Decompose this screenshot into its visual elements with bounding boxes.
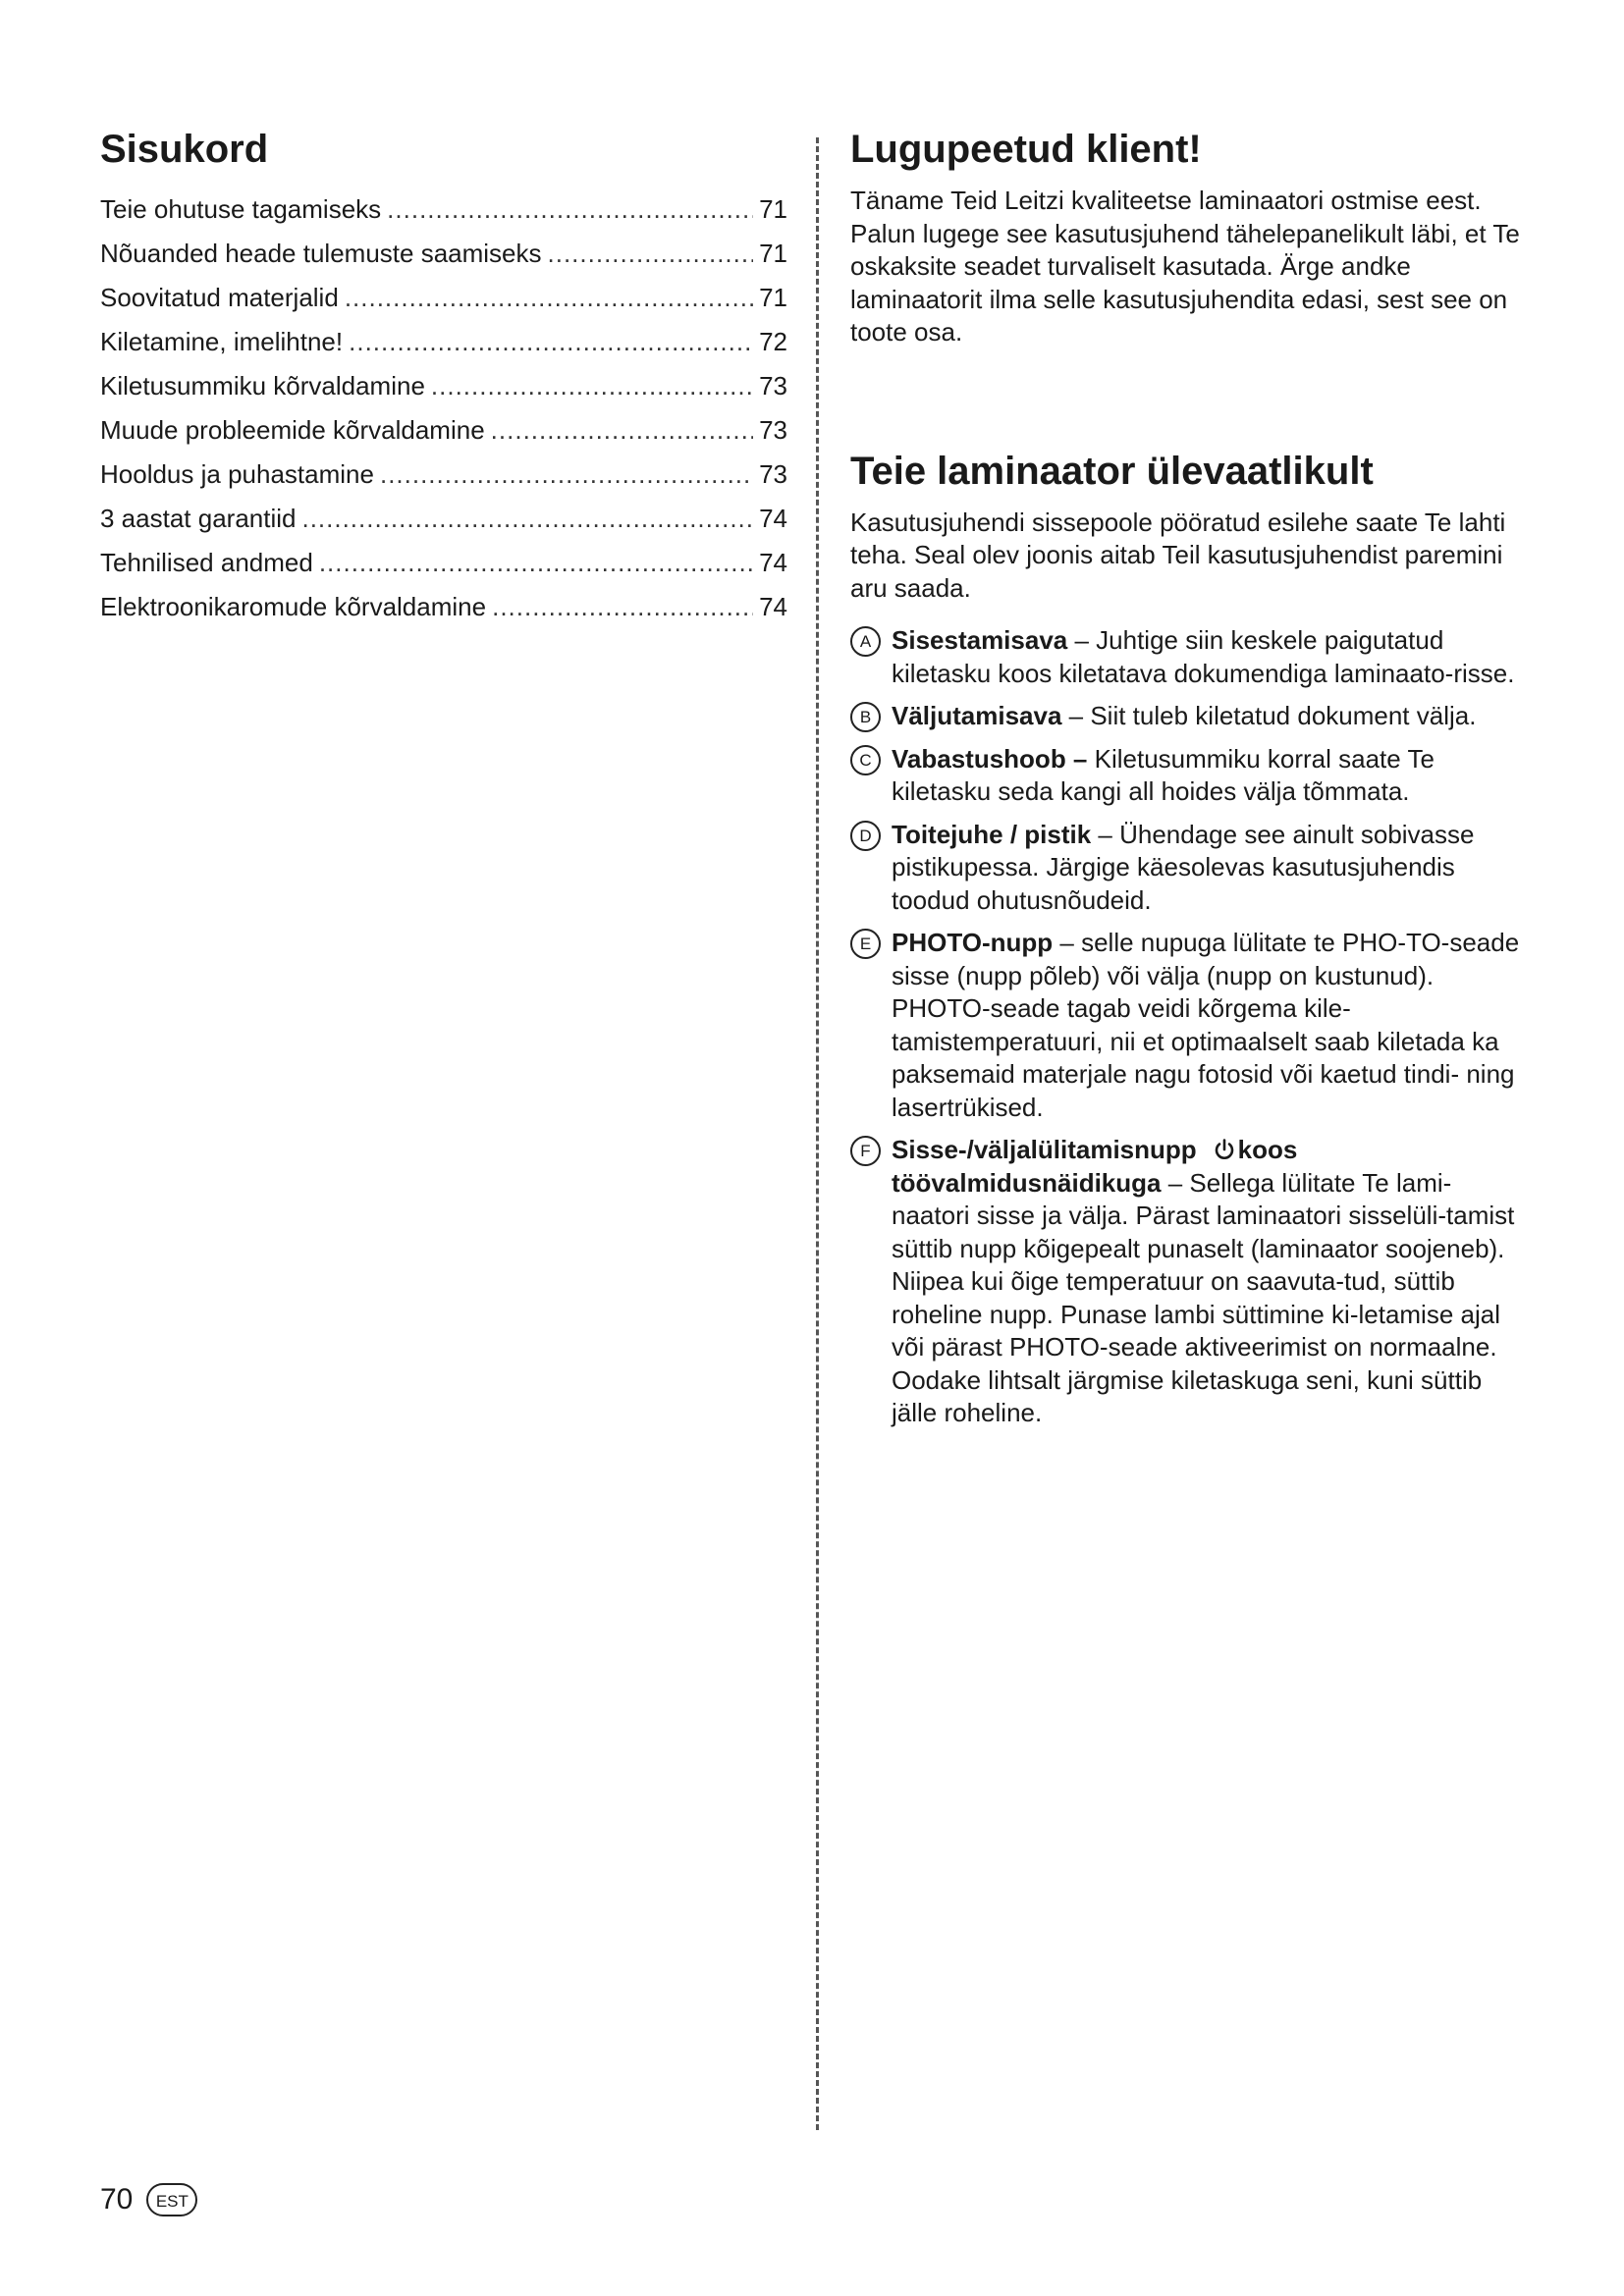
toc-entry-page: 74 (759, 592, 787, 621)
toc-leader-dots (548, 237, 754, 270)
toc-leader-dots (345, 281, 753, 314)
toc-entry-page: 71 (759, 283, 787, 312)
part-item (850, 819, 1528, 918)
part-desc: Kiletusummiku korral saate Te kiletasku seda kangi all hoides välja tõmmata. (892, 743, 1435, 806)
part-term: Väljutamisava (892, 701, 1062, 730)
toc-leader-dots (349, 325, 753, 358)
column-divider (816, 137, 819, 2130)
part-term-continued: koos töövalmidusnäidikuga (892, 1135, 1298, 1198)
toc-entry[interactable] (100, 546, 787, 590)
toc-entry-title: Kiletusummiku kõrvaldamine (100, 371, 425, 400)
part-item (850, 700, 1528, 733)
overview-text: Kasutusjuhendi sissepoole pööratud esilehe saate Te lahti teha. Seal olev joonis aitab Teil kasutusjuhendist paremini aru saada. (850, 507, 1506, 603)
toc-entry-page: 72 (759, 327, 787, 356)
part-item (850, 1134, 1528, 1430)
part-desc: – Juhtige siin keskele paigutatud kiletasku koos kiletatava dokumendiga laminaato-risse. (892, 625, 1515, 688)
toc-entry[interactable] (100, 502, 787, 546)
toc-entry[interactable] (100, 413, 787, 457)
part-term: PHOTO-nupp (892, 928, 1054, 957)
intro-text: Täname Teid Leitzi kvaliteetse laminaatori ostmise eest. Palun lugege see kasutusjuhend tähelepanelikult läbi, et Te oskaksite seadet turvaliselt kasutada. Ärge andke laminaatorit ilma selle kasutusjuhendita edasi, sest see on toote osa. (850, 186, 1520, 347)
part-term: Sisestamisava (892, 625, 1068, 655)
toc-leader-dots (319, 546, 753, 579)
part-desc: – Ühendage see ainult sobivasse pistikupessa. Järgige käesolevas kasutusjuhendis toodud ohutusnõudeid. (892, 819, 1475, 915)
toc-entry[interactable] (100, 237, 787, 281)
toc-entry-title: Elektroonikaromude kõrvaldamine (100, 592, 487, 621)
circled-letter-marker: D (850, 821, 881, 851)
toc-entry-title: Nõuanded heade tulemuste saamiseks (100, 239, 542, 268)
toc-entry-page: 71 (759, 239, 787, 268)
part-item (850, 927, 1528, 1124)
toc-entry-title: Soovitatud materjalid (100, 283, 339, 312)
toc-entry-page: 74 (759, 548, 787, 577)
part-description (892, 700, 1528, 733)
content-section (850, 126, 1528, 1440)
toc-entry[interactable] (100, 325, 787, 369)
toc-heading: Sisukord (100, 128, 269, 171)
toc-entry-title: Hooldus ja puhastamine (100, 459, 374, 489)
part-desc: – selle nupuga lülitate te PHO-TO-seade sisse (nupp põleb) või välja (nupp on kustunud). PHOTO-seade tagab veidi kõrgema kile-tamistemperatuuri, nii et optimaalselt saab kiletada ka paksemaid materjale nagu fotosid või kaetud tindi- ning lasertrükised. (892, 928, 1520, 1122)
power-icon (1213, 1137, 1236, 1160)
part-term: Vabastushoob – (892, 743, 1088, 774)
toc-entry-page: 74 (759, 504, 787, 533)
circled-letter-marker: E (850, 929, 881, 959)
toc-entry-title: Kiletamine, imelihtne! (100, 327, 344, 356)
toc-list (100, 192, 787, 634)
toc-entry-page: 73 (759, 459, 787, 489)
part-desc: – Sellega lülitate Te lami-naatori sisse ja välja. Pärast laminaatori sisselüli-tamist süttib nupp kõigepealt punaselt (laminaator soojeneb). Niipea kui õige temperatuur on saavuta-tud, süttib roheline nupp. Punase lambi süttimine ki-letamise ajal või pärast PHOTO-seade aktiveerimist on normaalne. Oodake lihtsalt järgmise kiletaskuga seni, kuni süttib jälle roheline. (892, 1167, 1515, 1427)
toc-entry[interactable] (100, 590, 787, 634)
toc-leader-dots (387, 192, 753, 226)
toc-entry-page: 71 (759, 194, 787, 224)
part-description (892, 743, 1528, 809)
toc-entry-title: Tehnilised andmed (100, 548, 313, 577)
part-item (850, 624, 1528, 690)
toc-entry-title: Teie ohutuse tagamiseks (100, 194, 382, 224)
toc-entry[interactable] (100, 457, 787, 502)
toc-entry[interactable] (100, 192, 787, 237)
language-badge: EST (146, 2183, 197, 2216)
part-term: Sisse-/väljalülitamisnupp (892, 1135, 1197, 1164)
overview-heading: Teie laminaator ülevaatlikult (850, 449, 1374, 493)
circled-letter-marker: F (850, 1136, 881, 1166)
circled-letter-marker: B (850, 702, 881, 732)
toc-entry-title: Muude probleemide kõrvaldamine (100, 415, 485, 445)
toc-leader-dots (380, 457, 753, 491)
part-desc: – Siit tuleb kiletatud dokument välja. (1061, 701, 1477, 730)
parts-list (850, 624, 1528, 1430)
part-description (892, 1134, 1528, 1430)
toc-leader-dots (492, 590, 753, 623)
toc-entry-page: 73 (759, 415, 787, 445)
part-item (850, 743, 1528, 809)
part-term: Toitejuhe / pistik (892, 819, 1092, 849)
part-description (892, 927, 1528, 1124)
toc-leader-dots (491, 413, 753, 447)
toc-section (100, 126, 787, 634)
page-number: 70 (100, 2183, 134, 2216)
page-footer (100, 2183, 197, 2216)
intro-heading: Lugupeetud klient! (850, 128, 1202, 171)
circled-letter-marker: A (850, 626, 881, 657)
toc-entry[interactable] (100, 281, 787, 325)
toc-entry[interactable] (100, 369, 787, 413)
toc-entry-title: 3 aastat garantiid (100, 504, 297, 533)
part-description (892, 624, 1528, 690)
circled-letter-marker: C (850, 745, 881, 775)
toc-leader-dots (431, 369, 753, 402)
part-description (892, 819, 1528, 918)
toc-entry-page: 73 (759, 371, 787, 400)
toc-leader-dots (301, 502, 753, 535)
